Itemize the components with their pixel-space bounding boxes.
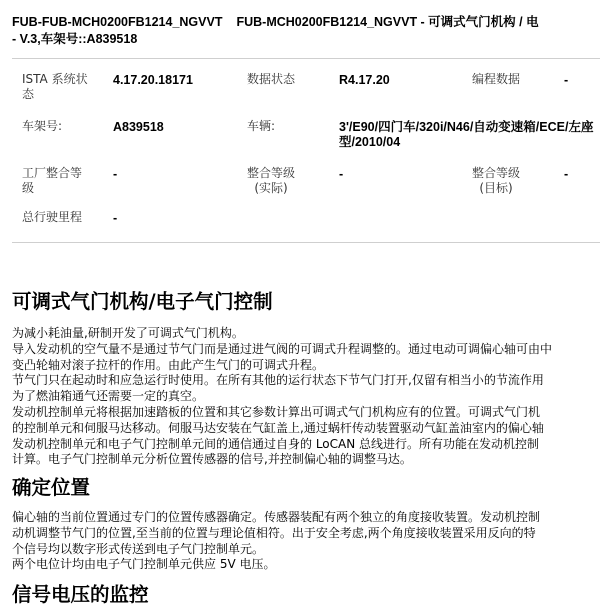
section-body-variable-valve [12, 326, 600, 468]
paragraph-line: 变凸轮轴对滚子拉杆的作用。由此产生气门的可调式升程。 [12, 357, 325, 372]
section-title-variable-valve: 可调式气门机构/电子气门控制 [12, 290, 273, 313]
paragraph-line: 偏心轴的当前位置通过专门的位置传感器确定。传感器装配有两个独立的角度接收装置。发动机控制 [12, 510, 541, 524]
target-integration-level-value: - [564, 167, 569, 181]
info-divider [12, 242, 600, 243]
vin-label: 车架号: [22, 119, 63, 133]
paragraph-line: 计算。电子气门控制单元分析位置传感器的信号,并控制偏心轴的调整马达。 [12, 452, 412, 467]
header-left-title: FUB-FUB-MCH0200FB1214_NGVVT [12, 15, 223, 29]
total-mileage-label: 总行驶里程 [22, 210, 83, 224]
paragraph-line: 发动机控制单元和电子气门控制单元间的通信通过自身的 LoCAN 总线进行。所有功能在发动机控制 [12, 436, 540, 451]
paragraph-line: 两个电位计均由电子气门控制单元供应 5V 电压。 [12, 557, 276, 572]
paragraph-line: 个信号均以数字形式传送到电子气门控制单元。 [12, 541, 265, 556]
paragraph-line: 的控制单元和伺服马达移动。伺服马达安装在气缸盖上,通过蜗杆传动装置驱动气缸盖油室内的偏心轴 [12, 420, 544, 435]
programming-data-label: 编程数据 [472, 72, 521, 86]
section-title-position-detection: 确定位置 [12, 476, 91, 499]
section-title-signal-voltage-monitoring: 信号电压的监控 [12, 583, 149, 606]
target-integration-level-label: 整合等级 (目标) [472, 166, 521, 195]
vehicle-value: 3'/E90/四门车/320i/N46/自动变速箱/ECE/左座 型/2010/04 [339, 120, 594, 149]
paragraph-line: 发动机控制单元将根据加速踏板的位置和其它参数计算出可调式气门机构应有的位置。可调式气门机 [12, 404, 541, 419]
paragraph-line: 为了燃油箱通气还需要一定的真空。 [12, 389, 205, 404]
actual-integration-level-value: - [339, 167, 344, 181]
paragraph-line: 节气门只在起动时和应急运行时使用。在所有其他的运行状态下节气门打开,仅留有相当小的节流作用 [12, 373, 544, 388]
vehicle-info-table [0, 0, 600, 260]
ista-status-label: ISTA 系统状 态 [22, 72, 88, 101]
actual-integration-level-label: 整合等级 (实际) [247, 166, 296, 195]
section-body-position-detection [12, 510, 600, 573]
programming-data-value: - [564, 73, 569, 87]
factory-integration-level-value: - [113, 167, 118, 181]
vin-value: A839518 [113, 120, 164, 134]
factory-integration-level-label: 工厂整合等 级 [22, 166, 83, 195]
data-status-value: R4.17.20 [339, 73, 390, 87]
paragraph-line: 动机调整节气门的位置,至当前的位置与理论值相符。出于安全考虑,两个角度接收装置采用反向的特 [12, 525, 536, 540]
paragraph-line: 导入发动机的空气量不是通过节气门而是通过进气阀的可调式升程调整的。通过电动可调偏心轴可由中 [12, 341, 553, 356]
total-mileage-value: - [113, 211, 118, 225]
ista-status-value: 4.17.20.18171 [113, 73, 193, 87]
header-line-2: - V.3,车架号::A839518 [12, 32, 138, 46]
vehicle-label: 车辆: [247, 119, 276, 133]
header-right-title: FUB-MCH0200FB1214_NGVVT - 可调式气门机构 / 电 [236, 15, 539, 29]
data-status-label: 数据状态 [247, 72, 296, 86]
paragraph-line: 为减小耗油量,研制开发了可调式气门机构。 [12, 326, 244, 340]
